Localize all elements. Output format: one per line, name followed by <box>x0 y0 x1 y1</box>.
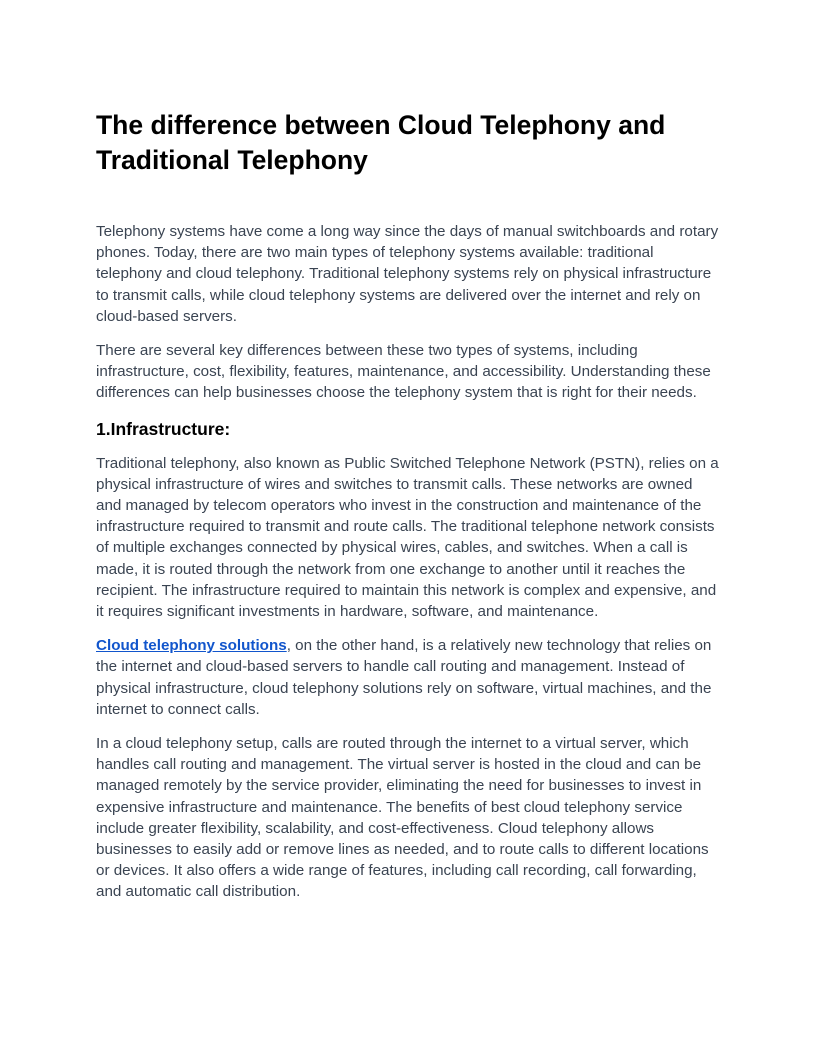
cloud-telephony-solutions-link[interactable]: Cloud telephony solutions <box>96 637 287 655</box>
document-body <box>96 108 720 916</box>
infrastructure-paragraph-1: Traditional telephony, also known as Public Switched Telephone Network (PSTN), relies on a physical infrastructure of wires and switches to transmit calls. These networks are owned and managed by telecom operators who invest in the construction and maintenance of the infrastructure required to transmit and route calls. The traditional telephone network consists of multiple exchanges connected by physical wires, cables, and switches. When a call is made, it is routed through the network from one exchange to another until it reaches the recipient. The infrastructure required to maintain this network is complex and expensive, and it requires significant investments in hardware, software, and maintenance. <box>96 454 719 621</box>
infrastructure-paragraph-2 <box>96 635 720 720</box>
infrastructure-paragraph-3: In a cloud telephony setup, calls are routed through the internet to a virtual server, which handles call routing and management. The virtual server is hosted in the cloud and can be managed remotely by the service provider, eliminating the need for businesses to invest in expensive infrastructure and maintenance. The benefits of best cloud telephony service include greater flexibility, scalability, and cost-effectiveness. Cloud telephony allows businesses to easily add or remove lines as needed, and to route calls to different locations or devices. It also offers a wide range of features, including call recording, call forwarding, and automatic call distribution. <box>96 735 709 901</box>
intro-paragraph-1: Telephony systems have come a long way since the days of manual switchboards and rotary phones. Today, there are two main types of telephony systems available: traditional telephony and cloud telephony. Traditional telephony systems rely on physical infrastructure to transmit calls, while cloud telephony systems are delivered over the internet and rely on cloud-based servers. <box>96 223 719 325</box>
section-heading-infrastructure: 1.Infrastructure: <box>96 418 231 439</box>
intro-paragraph-2: There are several key differences between these two types of systems, including infrastructure, cost, flexibility, features, maintenance, and accessibility. Understanding these differences can help businesses choose the telephony system that is right for their needs. <box>96 342 711 402</box>
infrastructure-paragraph-2-text: , on the other hand, is a relatively new technology that relies on the internet and cloud-based servers to handle call routing and management. Instead of physical infrastructure, cloud telephony solutions rely on software, virtual machines, and the internet to connect calls. <box>96 637 712 718</box>
page-title: The difference between Cloud Telephony and Traditional Telephony <box>96 110 666 175</box>
